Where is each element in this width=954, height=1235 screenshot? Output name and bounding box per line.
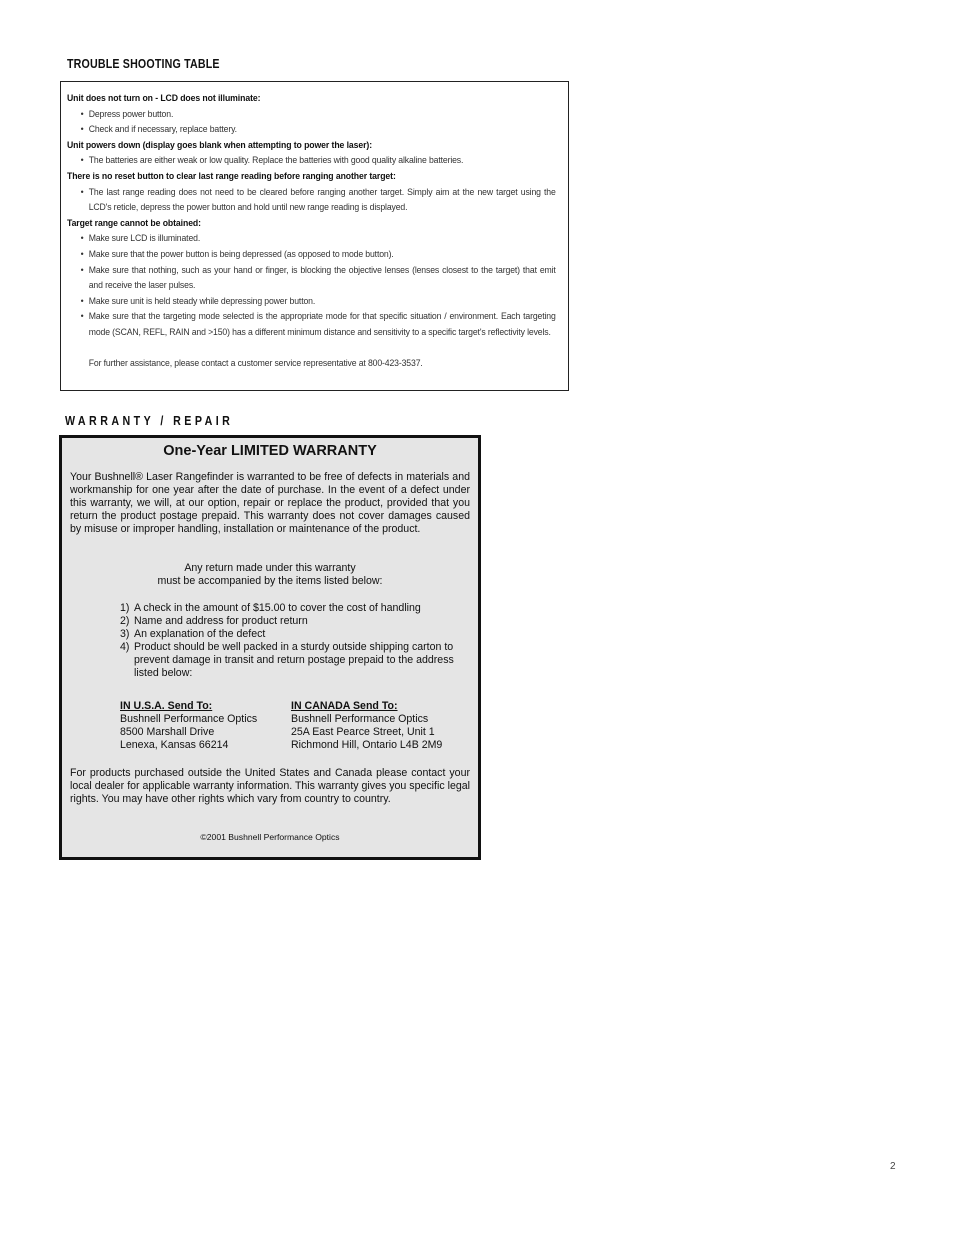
troubleshooting-answer-list <box>67 107 556 138</box>
requirement-item <box>120 602 472 615</box>
troubleshooting-heading: TROUBLE SHOOTING TABLE <box>67 56 220 71</box>
answer-text: Depress power button. <box>88 108 174 120</box>
address-line: 8500 Marshall Drive <box>120 726 215 738</box>
intro-line: Any return made under this warranty <box>184 562 356 574</box>
troubleshooting-answer-list <box>67 185 556 216</box>
canada-address <box>291 700 442 752</box>
warranty-heading: WARRANTY / REPAIR <box>65 413 234 428</box>
item-text: Product should be well packed in a sturdy outside shipping carton to prevent damage in transit and return postage prepaid to the address listed below: <box>134 641 454 679</box>
troubleshooting-answer <box>81 153 556 169</box>
address-line: Bushnell Performance Optics <box>120 713 258 725</box>
requirement-item <box>120 641 472 680</box>
intro-line: must be accompanied by the items listed below: <box>157 575 383 587</box>
customer-service-note: For further assistance, please contact a customer service representative at 800-423-3537. <box>88 358 423 370</box>
answer-text: Make sure LCD is illuminated. <box>88 233 201 245</box>
troubleshooting-answer <box>81 231 556 247</box>
answer-text: Check and if necessary, replace battery. <box>88 124 237 136</box>
troubleshooting-answer <box>81 122 556 138</box>
troubleshooting-table <box>60 81 569 391</box>
item-number: 2) <box>120 615 130 627</box>
return-requirements-intro <box>70 562 470 588</box>
bullet: • <box>80 124 84 136</box>
item-text: Name and address for product return <box>134 615 308 627</box>
requirement-item <box>120 628 472 641</box>
answer-text: Make sure that nothing, such as your hand or finger, is blocking the objective lenses (lenses closest to the target) that emit and receive the laser pulses. <box>88 264 556 292</box>
item-number: 4) <box>120 641 130 653</box>
bullet: • <box>80 155 84 167</box>
answer-text: Make sure that the targeting mode selected is the appropriate mode for that specific situation / environment. Each targeting mode (SCAN, REFL, RAIN and >150) has a different minimum distance and sensitivity to a specific target's reflectivity levels. <box>88 311 556 338</box>
answer-text: Make sure that the power button is being depressed (as opposed to mode button). <box>88 248 394 260</box>
usa-address <box>120 700 257 752</box>
address-line: Lenexa, Kansas 66214 <box>120 739 229 751</box>
troubleshooting-answer-list <box>67 153 556 169</box>
troubleshooting-content <box>67 91 556 372</box>
troubleshooting-answer <box>81 185 556 216</box>
troubleshooting-question: Unit does not turn on - LCD does not illuminate: <box>67 93 261 104</box>
address-line: 25A East Pearce Street, Unit 1 <box>291 726 435 738</box>
warranty-box <box>59 435 481 860</box>
item-number: 1) <box>120 602 130 614</box>
bullet: • <box>80 264 84 276</box>
troubleshooting-answer <box>81 294 556 310</box>
address-line: Richmond Hill, Ontario L4B 2M9 <box>291 739 443 751</box>
bullet: • <box>80 233 84 245</box>
usa-address-heading: IN U.S.A. Send To: <box>120 700 213 712</box>
bullet: • <box>80 311 84 323</box>
troubleshooting-answer-list <box>67 231 556 340</box>
address-line: Bushnell Performance Optics <box>291 713 429 725</box>
bullet: • <box>80 186 84 198</box>
international-warranty-paragraph: For products purchased outside the United States and Canada please contact your local dealer for applicable warranty information. This warranty gives you specific legal rights. You may have other rights which vary from country to country. <box>70 767 470 805</box>
answer-text: Make sure unit is held steady while depressing power button. <box>88 295 316 307</box>
answer-text: The batteries are either weak or low quality. Replace the batteries with good quality alkaline batteries. <box>88 155 464 167</box>
bullet: • <box>80 248 84 260</box>
troubleshooting-answer <box>81 263 556 294</box>
return-requirements-list <box>120 602 472 680</box>
warranty-paragraph: Your Bushnell® Laser Rangefinder is warranted to be free of defects in materials and workmanship for one year after the date of purchase. In the event of a defect under this warranty, we will, at our option, repair or replace the product, provided that you return the product postage prepaid. This warranty does not cover damages caused by misuse or improper handling, installation or maintenance of the product. <box>70 471 470 535</box>
warranty-title: One-Year LIMITED WARRANTY <box>163 443 377 459</box>
requirement-item <box>120 615 472 628</box>
page-number: 2 <box>890 1161 896 1172</box>
item-number: 3) <box>120 628 130 640</box>
canada-address-heading: IN CANADA Send To: <box>291 700 398 712</box>
troubleshooting-answer <box>81 107 556 123</box>
troubleshooting-question: Target range cannot be obtained: <box>67 217 201 229</box>
troubleshooting-question: There is no reset button to clear last range reading before ranging another target: <box>67 170 396 182</box>
item-text: An explanation of the defect <box>134 628 266 640</box>
troubleshooting-answer <box>81 247 556 263</box>
troubleshooting-question: Unit powers down (display goes blank when attempting to power the laser): <box>67 139 373 151</box>
answer-text: The last range reading does not need to be cleared before ranging another target. Simply aim at the new target using the LCD's reticle, depress the power button and hold until new range reading is displayed. <box>88 186 556 214</box>
item-text: A check in the amount of $15.00 to cover the cost of handling <box>134 602 421 614</box>
copyright: ©2001 Bushnell Performance Optics <box>200 832 340 842</box>
bullet: • <box>80 295 84 307</box>
bullet: • <box>80 108 84 120</box>
troubleshooting-answer <box>81 309 556 340</box>
